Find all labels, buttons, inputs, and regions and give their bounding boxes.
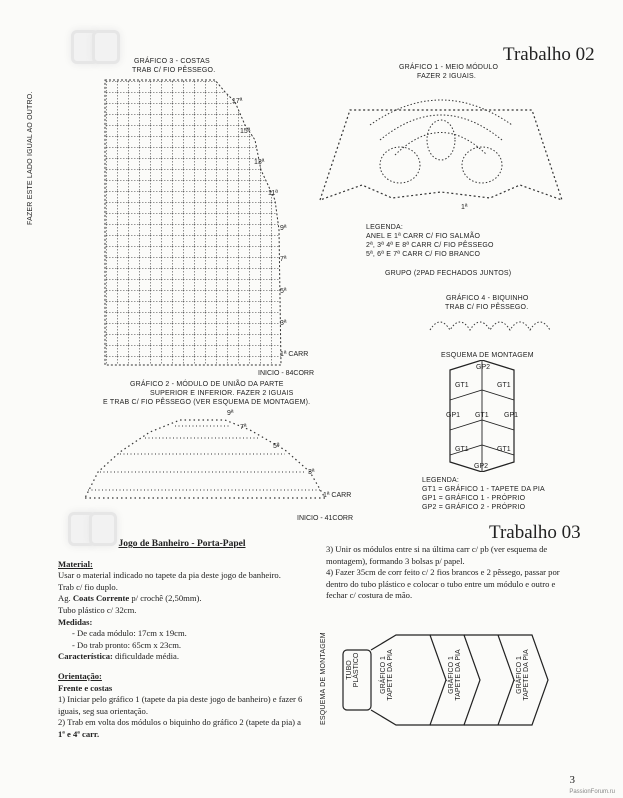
grafico3-row-3: 3ª — [280, 320, 287, 327]
grafico3-row-7: 7ª — [280, 256, 287, 263]
page-number: 3 — [569, 774, 575, 786]
grafico2-row-9: 9ª — [227, 410, 234, 417]
grafico4-title: GRÁFICO 4 - BIQUINHO — [446, 295, 529, 302]
caracteristica-line — [58, 651, 306, 663]
watermark: PassionForum.ru — [569, 789, 615, 795]
esquema2-tubo: TUBO PLÁSTICO — [346, 652, 360, 688]
frente-heading: Frente e costas — [58, 682, 113, 693]
material-line-1: Usar o material indicado no tapete da pia deste jogo de banheiro. — [58, 570, 281, 581]
esquema2-side-label: ESQUEMA DE MONTAGEM — [320, 632, 327, 725]
esquema-legenda-3: GP2 = GRÁFICO 2 - PRÓPRIO — [422, 504, 526, 511]
medidas-heading: Medidas: — [58, 616, 93, 627]
grafico3-row-11: 11ª — [268, 190, 278, 197]
spool-icon — [92, 30, 120, 64]
grafico1-marker: 1ª — [461, 204, 468, 211]
step-2-bold: 1ª e 4ª carr. — [58, 728, 100, 739]
step-4: 4) Fazer 35cm de corr feito c/ 2 fios brancos e 2 pêssego, passar por dentro do tubo plástico e colocar o tubo entre um módulo e outro e fechar c/ costura de mão. — [326, 567, 560, 601]
grafico3-title: GRÁFICO 3 - COSTAS — [134, 58, 210, 65]
grafico1-title: GRÁFICO 1 - MEIO MÓDULO — [399, 64, 499, 71]
instructions-right — [326, 544, 574, 602]
instructions-left — [58, 539, 306, 741]
coats-brand: Coats Corrente — [72, 593, 130, 604]
grafico3-subtitle: TRAB C/ FIO PÊSSEGO. — [132, 67, 216, 74]
esquema-hex: GT1 — [497, 382, 511, 389]
step-1: 1) Iniciar pelo gráfico 1 (tapete da pia deste jogo de banheiro) e fazer 6 iguais, seg sua orientação. — [58, 694, 303, 716]
coats-pre: Ag. — [58, 593, 71, 604]
grafico2-title: GRÁFICO 2 - MÓDULO DE UNIÃO DA PARTE — [130, 381, 284, 388]
grafico3-row-5: 5ª — [280, 288, 287, 295]
step-2 — [58, 717, 306, 740]
esquema2-hex-1: GRÁFICO 1 TAPETE DA PIA — [380, 649, 394, 701]
esquema-legenda-1: GT1 = GRÁFICO 1 - TAPETE DA PIA — [422, 486, 545, 493]
caracteristica-heading: Característica: — [58, 651, 113, 662]
grafico2-line2: SUPERIOR E INFERIOR. FAZER 2 IGUAIS — [150, 390, 294, 397]
section-title-trabalho-02: Trabalho 02 — [503, 44, 595, 65]
grafico4-chart — [425, 312, 555, 334]
esquema-hex: GT1 — [475, 412, 489, 419]
grafico3-row-9: 9ª — [280, 225, 287, 232]
section-title-trabalho-03: Trabalho 03 — [489, 522, 581, 543]
grafico1-legenda-3: 5ª, 6ª E 7ª CARR C/ FIO BRANCO — [366, 251, 481, 258]
esquema-title: ESQUEMA DE MONTAGEM — [441, 352, 534, 359]
grafico2-row-1: 1ª CARR — [323, 492, 352, 499]
esquema-hex: GP1 — [446, 412, 461, 419]
coats-post: p/ crochê (2,50mm). — [131, 593, 202, 604]
tubo-line: Tubo plástico c/ 32cm. — [58, 604, 137, 615]
grafico2-inicio: INICIO - 41CORR — [297, 515, 354, 522]
grafico3-chart — [95, 70, 305, 380]
grafico3-row-17: 17ª — [232, 98, 243, 105]
grafico3-row-15: 15ª — [240, 128, 251, 135]
esquema-legenda-2: GP1 = GRÁFICO 1 - PRÓPRIO — [422, 495, 526, 502]
grafico4-subtitle: TRAB C/ FIO PÊSSEGO. — [445, 304, 529, 311]
caracteristica-value: dificuldade média. — [115, 651, 179, 662]
grafico1-chart — [310, 80, 572, 220]
esquema-hex: GT1 — [497, 446, 511, 453]
project-title: Jogo de Banheiro - Porta-Papel — [118, 539, 246, 549]
grafico1-subtitle: FAZER 2 IGUAIS. — [417, 73, 477, 80]
grafico3-inicio: INICIO - 84CORR — [258, 370, 315, 377]
grafico1-grupo: GRUPO (2PAD FECHADOS JUNTOS) — [385, 270, 512, 277]
medidas-2: - Do trab pronto: 65cm x 23cm. — [72, 639, 182, 650]
step-2-text: 2) Trab em volta dos módulos o biquinho do gráfico 2 (tapete da pia) a — [58, 717, 301, 728]
grafico3-side-label: FAZER ESTE LADO IGUAL AO OUTRO. — [27, 91, 34, 225]
esquema-hex: GT1 — [455, 446, 469, 453]
esquema2-hex-3: GRÁFICO 1 TAPETE DA PIA — [516, 649, 530, 701]
esquema-legenda-title: LEGENDA: — [422, 477, 459, 484]
grafico3-row-1: 1ª CARR — [280, 351, 309, 358]
esquema-hex: GP1 — [504, 412, 519, 419]
grafico1-legenda-1: ANEL E 1ª CARR C/ FIO SALMÃO — [366, 233, 481, 240]
grafico1-legenda-title: LEGENDA: — [366, 224, 403, 231]
grafico2-row-7: 7ª — [240, 424, 247, 431]
grafico2-row-5: 5ª — [273, 443, 280, 450]
esquema2-hex-2: GRÁFICO 1 TAPETE DA PIA — [448, 649, 462, 701]
step-3: 3) Unir os módulos entre si na última carr c/ pb (ver esquema de montagem), formando 3 bolsas p/ papel. — [326, 544, 548, 566]
material-line-2: Trab c/ fio duplo. — [58, 581, 118, 592]
orientacao-heading: Orientação: — [58, 670, 102, 681]
material-heading: Material: — [58, 558, 93, 569]
coats-line — [58, 593, 306, 605]
grafico1-legenda-2: 2ª, 3ª 4ª E 8ª CARR C/ FIO PÊSSEGO — [366, 242, 494, 249]
grafico2-row-3: 3ª — [308, 469, 315, 476]
grafico3-row-13: 13ª — [254, 159, 265, 166]
esquema-hex-gp2-bottom: GP2 — [474, 463, 489, 470]
grafico2-chart — [80, 410, 330, 505]
grafico2-line3: E TRAB C/ FIO PÊSSEGO (VER ESQUEMA DE MONTAGEM). — [103, 399, 311, 406]
esquema-hex-gp2-top: GP2 — [476, 364, 491, 371]
medidas-1: - De cada módulo: 17cm x 19cm. — [72, 628, 187, 639]
esquema-hex: GT1 — [455, 382, 469, 389]
